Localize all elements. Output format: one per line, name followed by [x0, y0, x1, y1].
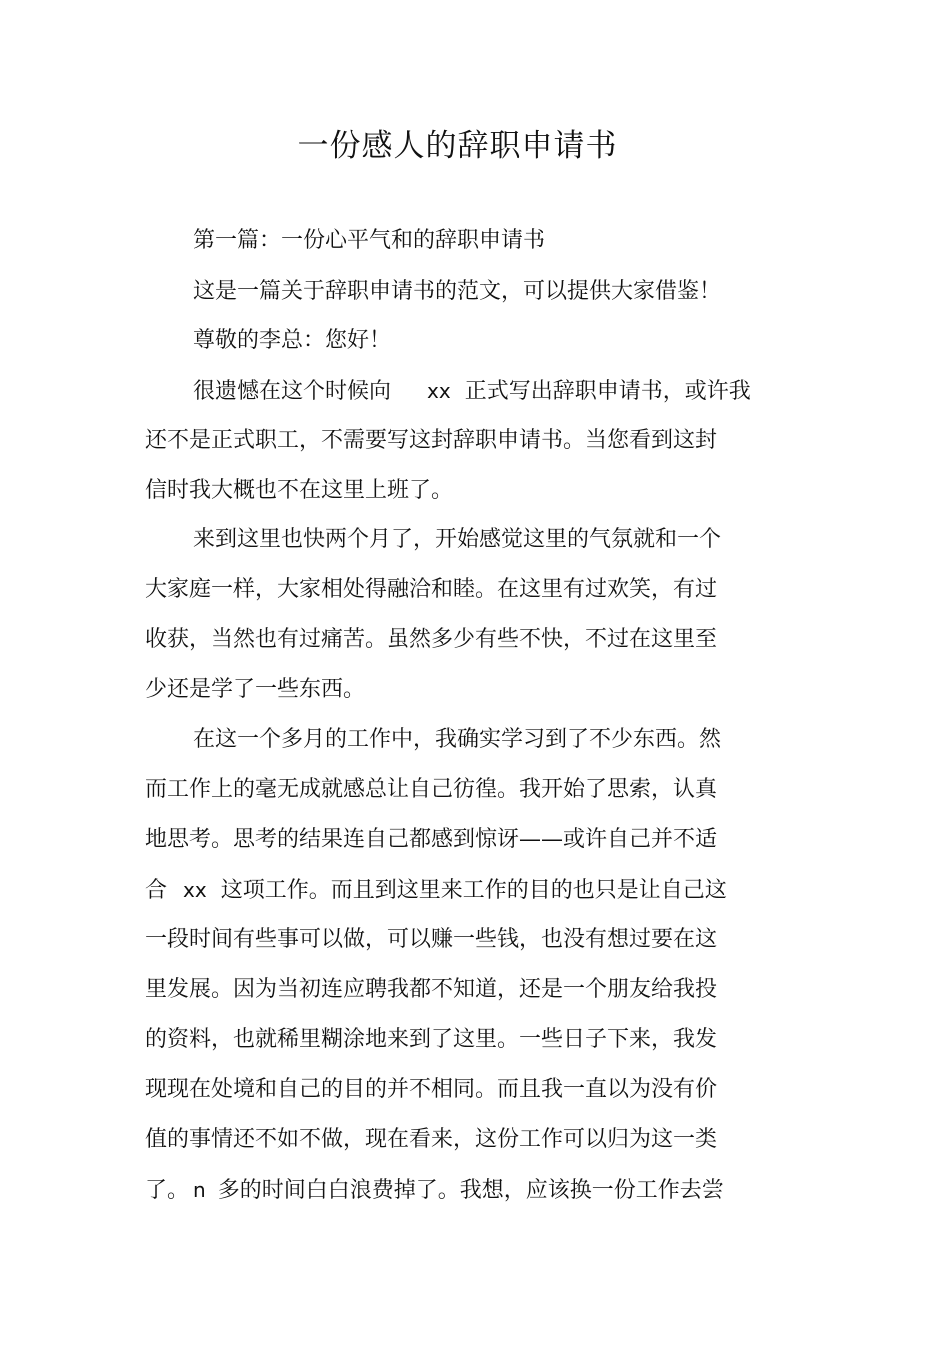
placeholder-text: xx — [427, 379, 451, 403]
paragraph-line: 的资料，也就稀里糊涂地来到了这里。一些日子下来，我发 — [145, 1027, 718, 1052]
paragraph-line: 值的事情还不如不做，现在看来，这份工作可以归为这一类 — [145, 1127, 718, 1152]
placeholder-text: xx — [183, 878, 207, 902]
paragraph-line: 大家庭一样，大家相处得融洽和睦。在这里有过欢笑，有过 — [145, 577, 718, 602]
paragraph-line — [145, 1175, 724, 1206]
salutation-line: 尊敬的李总：您好！ — [193, 328, 392, 353]
paragraph-line — [145, 875, 727, 906]
document-title: 一份感人的辞职申请书 — [297, 128, 618, 164]
paragraph-line: 而工作上的毫无成就感总让自己彷徨。我开始了思索，认真 — [145, 777, 718, 802]
text-segment: 正式写出辞职申请书，或许我 — [464, 379, 751, 404]
paragraph-line: 现现在处境和自己的目的并不相同。而且我一直以为没有价 — [145, 1077, 718, 1102]
paragraph-line: 收获，当然也有过痛苦。虽然多少有些不快，不过在这里至 — [145, 627, 718, 652]
text-segment: 合 — [145, 878, 168, 903]
paragraph-line: 里发展。因为当初连应聘我都不知道，还是一个朋友给我投 — [145, 977, 718, 1002]
paragraph-line: 地思考。思考的结果连自己都感到惊讶——或许自己并不适 — [145, 827, 718, 852]
paragraph-line: 在这一个多月的工作中，我确实学习到了不少东西。然 — [193, 727, 722, 752]
paragraph-line: 信时我大概也不在这里上班了。 — [145, 478, 454, 503]
placeholder-text: n — [193, 1178, 206, 1202]
paragraph-line: 一段时间有些事可以做，可以赚一些钱，也没有想过要在这 — [145, 927, 718, 952]
text-segment: 很遗憾在这个时候向 — [193, 379, 392, 404]
section-heading: 第一篇：一份心平气和的辞职申请书 — [193, 228, 546, 253]
text-segment: 多的时间白白浪费掉了。我想，应该换一份工作去尝 — [217, 1178, 724, 1203]
paragraph-line: 少还是学了一些东西。 — [145, 677, 366, 702]
text-segment: 这项工作。而且到这里来工作的目的也只是让自己这 — [220, 878, 727, 903]
intro-line: 这是一篇关于辞职申请书的范文，可以提供大家借鉴！ — [193, 279, 722, 304]
paragraph-line: 还不是正式职工，不需要写这封辞职申请书。当您看到这封 — [145, 428, 718, 453]
paragraph-line: 来到这里也快两个月了，开始感觉这里的气氛就和一个 — [193, 527, 722, 552]
text-segment: 了。 — [145, 1178, 190, 1203]
paragraph-line — [193, 376, 751, 407]
